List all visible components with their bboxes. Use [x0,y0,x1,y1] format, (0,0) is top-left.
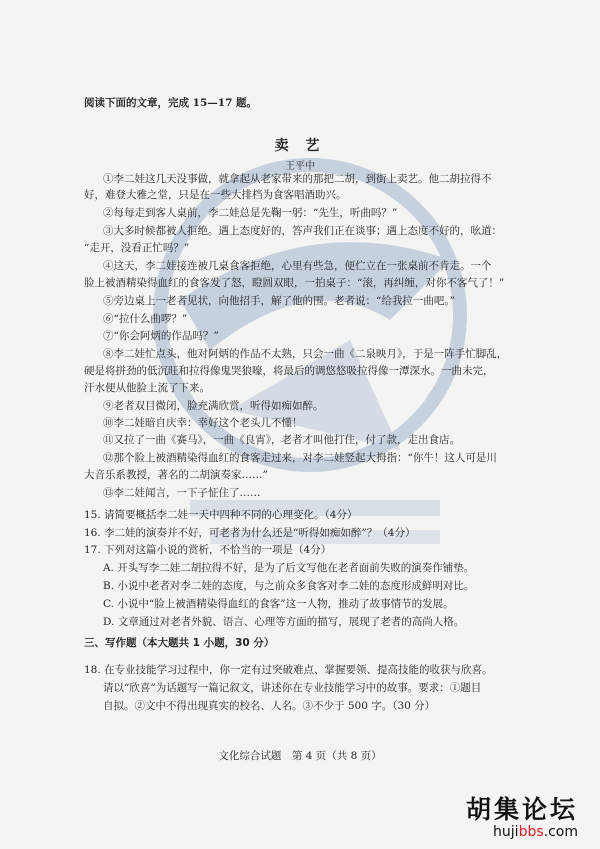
article-line: ⑪又拉了一曲《赛马》，一曲《良宵》，老者才叫他打住，付了款，走出食店。 [103,434,460,446]
article-line: ⑦“你会阿炳的作品吗？” [103,330,219,342]
option-c: C. 小说中“脸上被酒精染得血红的食客”这一人物，推动了故事情节的发展。 [103,598,454,610]
article-author: 王平中 [285,161,315,172]
article-line: 脸上被酒精染得血红的食客发了怒，瞪圆双眼，一拍桌子：“滚，再纠缠，对你不客气了！” [84,277,505,289]
article-line: ④这天，李二娃接连被几桌食客拒绝，心里有些急，便伫立在一张桌前不肯走。一个 [103,260,492,272]
option-a: A. 开头写李二娃二胡拉得不好，是为了后文写他在老者面前失败的演奏作铺垫。 [103,562,475,574]
article-line: 好，难登大雅之堂，只是在一些大排档为食客唱酒助兴。 [84,189,347,201]
article-line: ⑥“拉什么曲啰？” [103,313,188,325]
article-line: ⑧李二娃忙点头，他对阿炳的作品不太熟，只会一曲《二泉映月》，于是一阵手忙脚乱， [103,348,508,360]
article-line: ⑩李二娃暗自庆幸：幸好这个老头儿不懂！ [103,417,303,429]
writing-line: 请以“欣喜”为话题写一篇记叙文，讲述你在专业技能学习中的故事。要求：①题目 [103,682,482,694]
logo-url-prefix: huji [493,824,519,840]
writing-section-title: 三、写作题（本大题共 1 小题，30 分） [84,637,275,649]
reading-instruction: 阅读下面的文章，完成 15—17 题。 [84,97,258,109]
writing-line: 自拟。②文中不得出现真实的校名、人名。③不少于 500 字。（30 分） [103,700,436,712]
article-line: 硬是将拼劲的低沉旺和拉得像鬼哭狼嚎，将最后的调悠悠吸拉得像一潭深水。一曲未完， [84,365,494,377]
question-17: 17. 下列对这篇小说的赏析，不恰当的一项是（4分） [84,544,332,556]
option-b: B. 小说中老者对李二娃的态度，与之前众多食客对李二娃的态度形成鲜明对比。 [103,580,475,592]
article-line: ③大多时候都被人拒绝。遇上态度好的，答声我们正在谈事；遇上态度不好的，吆道： [103,225,502,237]
article-line: 汗水便从他脸上流了下来。 [84,382,210,394]
article-line: 大音乐系教授，著名的二胡演奏家……” [84,469,268,481]
question-15: 15. 请简要概括李二娃一天中四种不同的心理变化。（4分） [84,509,358,521]
article-line: “走开，没看正忙吗？” [84,242,190,254]
article-line: ⑤旁边桌上一老者见状，向他招手，解了他的围。老者说：“给我拉一曲吧。” [103,295,455,307]
forum-logo-name: 胡集论坛 [465,795,578,824]
article-line: ⑬李二娃闻言，一下子怔住了…… [103,487,261,499]
forum-logo-url [493,824,578,840]
logo-url-bbs: bbs [518,824,544,840]
writing-line: 18. 在专业技能学习过程中，你一定有过突破难点、掌握要领、提高技能的收获与欣喜。 [84,664,493,676]
article-title: 卖 艺 [274,138,326,154]
option-d: D. 文章通过对老者外貌、语言、心理等方面的描写，展现了老者的高尚人格。 [103,616,465,628]
article-line: ⑨老者双目微闭，脸充满欣赏，听得如痴如醉。 [103,400,324,412]
article-line: ⑫那个脸上被酒精染得血红的食客走过来，对李二娃竖起大拇指：“你牛！这人可是川 [103,452,497,464]
page-footer: 文化综合试题 第 4 页（共 8 页） [218,750,382,762]
article-line: ②每每走到客人桌前，李二娃总是先鞠一躬：“先生，听曲吗？” [103,207,398,219]
question-16: 16. 李二娃的演奏并不好，可老者为什么还是“听得如痴如醉”？（4分） [84,527,416,539]
logo-url-suffix: .com [543,824,578,840]
article-line: ①李二娃这几天没事做，就拿起从老家带来的那把二胡，到街上卖艺。他二胡拉得不 [103,173,492,185]
